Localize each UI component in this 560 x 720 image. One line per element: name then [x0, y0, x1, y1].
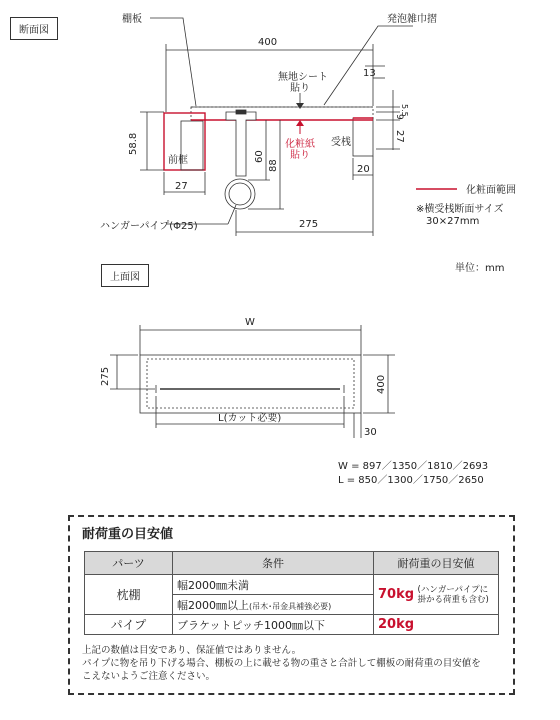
header-part: パーツ — [85, 552, 173, 575]
top-view-title: 上面図 — [101, 264, 149, 287]
w-values: W = 897／1350／1810／2693 — [338, 461, 489, 472]
cond-pipe: ブラケットピッチ1000㎜以下 — [173, 615, 374, 635]
value-pipe: 20kg — [378, 617, 415, 632]
hanger-pipe — [225, 179, 255, 209]
header-condition: 条件 — [173, 552, 374, 575]
label-shelf: 棚板 — [122, 14, 142, 25]
label-rail: 受桟 — [331, 137, 351, 148]
label-decor-2: 貼り — [290, 150, 310, 161]
dim-275: 275 — [299, 219, 319, 230]
dim-top-400: 400 — [376, 374, 387, 394]
load-note-2: パイプに物を吊り下げる場合、棚板の上に載せる物の重さと合計して棚板の耐荷重の目安値を — [82, 658, 481, 669]
label-hanger-pipe: ハンガーパイプ(Φ25) — [100, 221, 198, 232]
dim-l: L(カット必要) — [218, 413, 282, 424]
part-pipe: パイプ — [85, 615, 173, 635]
dim-13: 13 — [363, 68, 376, 79]
dim-top-275: 275 — [100, 366, 111, 386]
part-shelf: 枕棚 — [85, 575, 173, 615]
dim-w: W — [245, 317, 255, 328]
rail-block — [353, 118, 373, 156]
label-sheet-1: 無地シート — [278, 72, 328, 83]
label-front-frame: 前框 — [168, 155, 188, 166]
header-load: 耐荷重の目安値 — [374, 552, 499, 575]
cond-shelf-1: 幅2000㎜未満 — [173, 575, 374, 595]
value-pipe-cell — [374, 615, 499, 635]
value-shelf-note-2: 掛かる荷重も含む) — [417, 594, 489, 605]
unit-label: 単位：mm — [455, 263, 505, 274]
dim-5-5: 5.5 — [400, 104, 409, 117]
cond-shelf-2-small: (吊木･吊金具補強必要) — [249, 601, 332, 611]
dim-58-8: 58.8 — [128, 132, 139, 155]
legend-rail-note-2: 30×27mm — [426, 216, 480, 227]
l-values: L = 850／1300／1750／2650 — [338, 475, 484, 486]
load-table — [84, 551, 499, 635]
label-foam-wiper: 発泡雑巾摺 — [387, 14, 437, 25]
load-note-1: 上記の数値は目安であり、保証値ではありません。 — [82, 645, 302, 656]
value-shelf-note-1: (ハンガーパイプに — [417, 584, 489, 595]
shelf-board — [191, 107, 373, 120]
cond-shelf-2-main: 幅2000㎜以上 — [177, 598, 249, 612]
dim-width: 400 — [258, 37, 278, 48]
section-drawing — [0, 0, 560, 300]
hanger-bracket — [226, 112, 256, 176]
dim-27-right: 27 — [394, 130, 405, 143]
dim-20: 20 — [357, 164, 370, 175]
dim-27-bottom: 27 — [175, 181, 188, 192]
legend-decor-range: 化粧面範囲 — [466, 185, 516, 196]
dim-top-30: 30 — [364, 427, 377, 438]
dim-9: 9 — [394, 114, 404, 120]
load-guide-box — [68, 515, 515, 695]
top-view-shelf — [140, 355, 361, 413]
section-view-title: 断面図 — [10, 17, 58, 40]
dim-60: 60 — [254, 150, 265, 163]
legend-rail-note-1: ※横受桟断面サイズ — [416, 204, 504, 215]
load-note — [82, 644, 481, 683]
label-decor-1: 化粧紙 — [285, 139, 315, 150]
load-note-3: こえないようご注意ください。 — [82, 671, 216, 682]
load-title: 耐荷重の目安値 — [82, 527, 174, 542]
value-shelf-cell — [374, 575, 499, 615]
value-shelf: 70kg — [378, 586, 415, 602]
dim-88: 88 — [268, 159, 279, 172]
label-sheet-2: 貼り — [290, 83, 310, 94]
cond-shelf-2 — [173, 595, 374, 615]
